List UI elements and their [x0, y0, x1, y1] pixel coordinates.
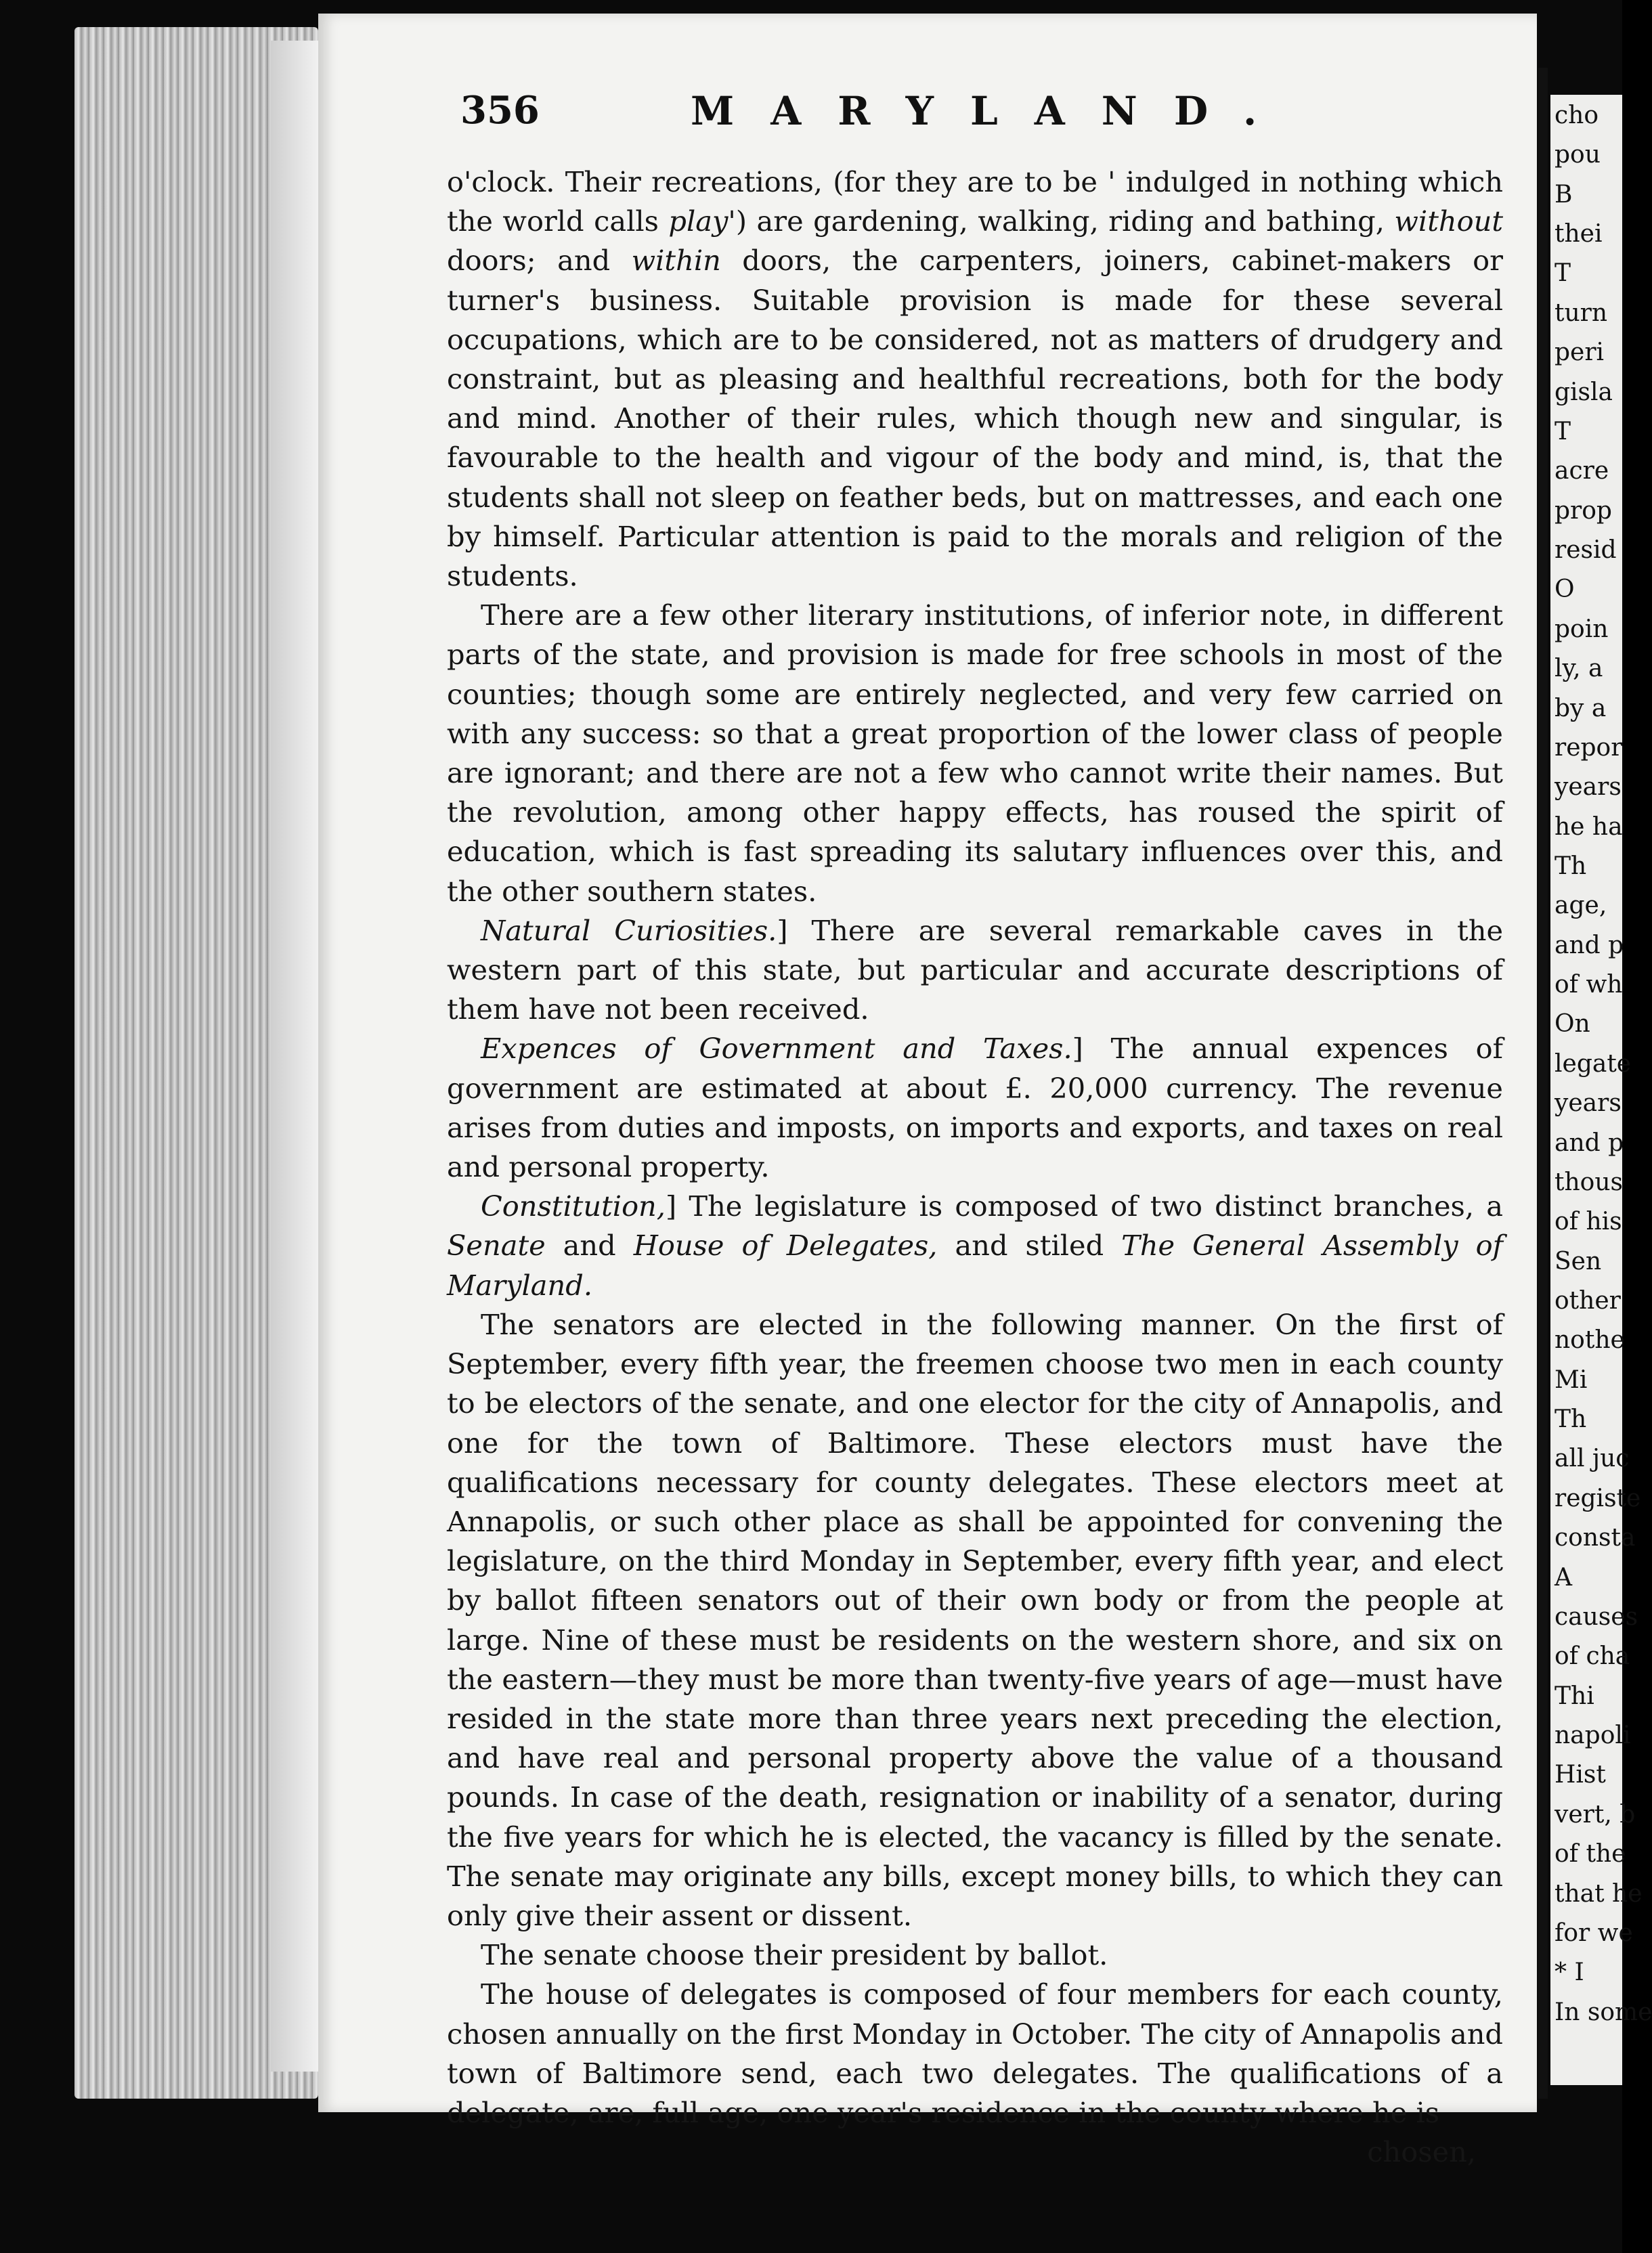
text-run: doors, the carpenters, joiners, cabinet-makers or turner's business. Suitable provision is made for these several occupations, which are to be considered, not as matters of drudgery and constraint, but as pleasing and healthful recreations, both for the body and mind. Another of their rules, which though new and singular, is favourable to the health and vigour of the body and mind, is, that the students shall not sleep on feather beds, but on mattresses, and each one by himself. Particular attention is paid to the morals and religion of the students.: [447, 244, 1503, 593]
paragraph: [447, 1935, 1503, 1975]
next-page-text-fragment: repor: [1555, 733, 1623, 762]
next-page-text-fragment: B: [1555, 180, 1573, 209]
next-page-text-fragment: consta: [1555, 1524, 1636, 1552]
next-page-text-fragment: * I: [1555, 1959, 1584, 1987]
next-page-text-fragment: T: [1555, 259, 1571, 288]
next-page-text-fragment: by a: [1555, 694, 1607, 722]
body-text: [447, 162, 1503, 2172]
next-page-text-fragment: years: [1555, 773, 1622, 802]
catchword: chosen,: [1367, 2135, 1476, 2169]
next-page-text-fragment: registe: [1555, 1484, 1641, 1512]
next-page-text-fragment: and p: [1555, 931, 1624, 959]
next-page-fragment: [1550, 95, 1652, 2085]
next-page-text-fragment: years: [1555, 1089, 1622, 1118]
italic-text: House of Delegates,: [633, 1229, 938, 1263]
text-run: and: [545, 1229, 634, 1263]
text-run: ) are gardening, walking, riding and bathing,: [735, 204, 1395, 238]
paragraph: [447, 1305, 1503, 1935]
next-page-text-fragment: of his: [1555, 1208, 1622, 1236]
next-page-text-fragment: he ha: [1555, 812, 1623, 841]
next-page-text-fragment: Sen: [1555, 1247, 1602, 1275]
paragraph: [447, 596, 1503, 911]
italic-text: within: [631, 244, 721, 278]
text-run: There are a few other literary institutions, of inferior note, in different parts of the state, and provision is made for free schools in most of the counties; though some are entirely neglected, and very few carried on with any success: so that a great proportion of the lower class of people are ignorant; and there are not a few who cannot write their names. But the revolution, among other happy effects, has roused the spirit of education, which is fast spreading its salutary influences over this, and the other southern states.: [447, 598, 1503, 908]
text-run: ] There are several remarkable caves in the western part of this state, but particular and accurate descriptions of them have not been received.: [447, 913, 1503, 1026]
next-page-text-fragment: Hist: [1555, 1761, 1606, 1789]
page-title: MARYLAND.: [691, 88, 1294, 134]
italic-text: Expences of Government and Taxes.: [481, 1032, 1072, 1066]
next-page-text-fragment: resid: [1555, 536, 1617, 565]
next-page-text-fragment: of the: [1555, 1840, 1626, 1868]
text-run: ] The annual expences of government are estimated at about £. 20,000 currency. The revenue arises from duties and imposts, on imports and exports, and taxes on real and personal property.: [447, 1032, 1503, 1184]
next-page-text-fragment: and p: [1555, 1129, 1624, 1157]
next-page-text-fragment: Th: [1555, 852, 1587, 880]
text-run: The house of delegates is composed of four members for each county, chosen annually on the first Monday in October. The city of Annapolis and town of Baltimore send, each two delegates. The qualifications of a delegate, are, full age, one year's residence in the county where he is: [447, 1977, 1503, 2129]
next-page-text-fragment: thei: [1555, 220, 1603, 248]
next-page-text-fragment: of wh: [1555, 971, 1623, 999]
next-page-text-fragment: legate: [1555, 1049, 1632, 1078]
next-page-text-fragment: ly, a: [1555, 655, 1603, 683]
next-page-text-fragment: causes: [1555, 1602, 1638, 1631]
paragraph: [447, 1187, 1503, 1305]
paragraph: [447, 1975, 1503, 2132]
next-page-text-fragment: peri: [1555, 338, 1605, 367]
next-page-text-fragment: nothe: [1555, 1326, 1625, 1355]
next-page-text-fragment: that he: [1555, 1879, 1643, 1908]
next-page-text-fragment: thous: [1555, 1168, 1623, 1196]
next-page-text-fragment: Thi: [1555, 1682, 1594, 1710]
text-run: ] The legislature is composed of two distinct branches, a: [665, 1189, 1503, 1223]
next-page-text-fragment: other: [1555, 1287, 1621, 1315]
text-run: The senators are elected in the following manner. On the first of September, every fifth year, the freemen choose two men in each county to be electors of the senate, and one elector for the city of Annapolis, and one for the town of Baltimore. These electors must have the qualifications necessary for county delegates. These electors meet at Annapolis, or such other place as shall be appointed for convening the legislature, on the third Monday in September, every fifth year, and elect by ballot fifteen senators out of their own body or from the people at large. Nine of these must be residents on the western shore, and six on the eastern—they must be more than twenty-five years of age—must have resided in the state more than three years next preceding the election, and have real and personal property above the value of a thousand pounds. In case of the death, resignation or inability of a senator, during the five years for which he is elected, the vacancy is filled by the senate. The senate may originate any bills, except money bills, to which they can only give their assent or dissent.: [447, 1307, 1503, 1932]
italic-text: The General Assembly of Maryland.: [447, 1229, 1504, 1302]
next-page-text-fragment: age,: [1555, 892, 1607, 920]
next-page-text-fragment: prop: [1555, 496, 1612, 525]
next-page-text-fragment: On: [1555, 1010, 1590, 1038]
next-page-text-fragment: Th: [1555, 1405, 1587, 1434]
next-page-text-fragment: for we: [1555, 1919, 1633, 1947]
text-run: The senate choose their president by ballot.: [481, 1938, 1108, 1972]
next-page-text-fragment: T: [1555, 417, 1571, 445]
text-run: and stiled: [937, 1229, 1122, 1263]
next-page-text-fragment: O: [1555, 575, 1575, 604]
next-page-text-fragment: napoli: [1555, 1722, 1631, 1750]
page-number: 356: [460, 88, 540, 133]
next-page-text-fragment: acre: [1555, 457, 1609, 485]
text-run: doors; and: [447, 244, 632, 278]
next-page-text-fragment: Mi: [1555, 1365, 1588, 1394]
next-page-text-fragment: of cha: [1555, 1642, 1630, 1671]
italic-text: play': [668, 204, 736, 238]
paragraph: [447, 911, 1503, 1030]
running-head: [460, 88, 1476, 142]
italic-text: Senate: [447, 1229, 546, 1263]
page-divider: [1538, 68, 1548, 2099]
next-page-text-fragment: pou: [1555, 141, 1601, 169]
next-page-text-fragment: gisla: [1555, 378, 1613, 406]
next-page-text-fragment: In some: [1555, 1998, 1652, 2026]
next-page-text-fragment: poin: [1555, 615, 1609, 643]
next-page-text-fragment: cho: [1555, 102, 1599, 129]
paragraph: [447, 162, 1503, 596]
book-gutter: [271, 41, 318, 2072]
italic-text: Natural Curiosities.: [481, 913, 777, 947]
text-run: o'clock. Their recreations, (for they are to be ' indulged in nothing which the world calls: [447, 165, 1503, 238]
next-page-text-fragment: all juc: [1555, 1445, 1630, 1473]
italic-text: Constitution,: [481, 1189, 666, 1223]
next-page-text-fragment: vert, b: [1555, 1800, 1636, 1829]
paragraph: [447, 1029, 1503, 1187]
italic-text: without: [1394, 204, 1503, 238]
next-page-text-fragment: A: [1555, 1563, 1572, 1592]
next-page-text-fragment: turn: [1555, 299, 1608, 327]
